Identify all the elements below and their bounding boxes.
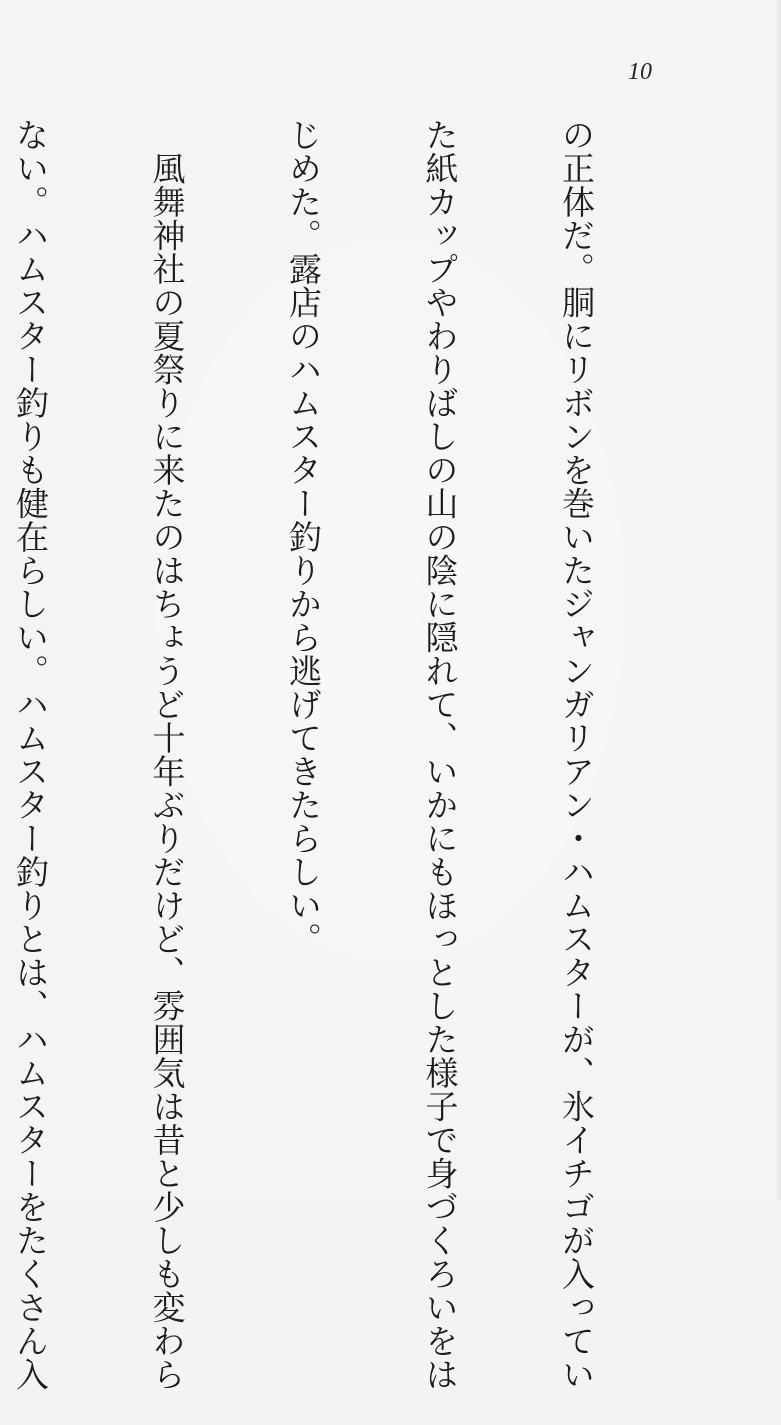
text-column: じめた。露店のハムスター釣りから逃げてきたらしい。 — [284, 118, 323, 956]
text-column: の正体だ。胴にリボンを巻いたジャンガリアン・ハムスターが、氷イチゴが入ってい — [557, 118, 596, 1391]
page-number: 10 — [628, 59, 652, 85]
text-column: ない。ハムスター釣りも健在らしい。ハムスター釣りとは、ハムスターをたくさん入 — [11, 118, 50, 1391]
text-column: た紙カップやわりばしの山の陰に隠れて、いかにもほっとした様子で身づくろいをは — [420, 118, 460, 1391]
page-edge-shadow — [775, 0, 781, 1200]
text-column: 風舞神社の夏祭りに来たのはちょうど十年ぶりだけど、雰囲気は昔と少しも変わら — [147, 118, 187, 1391]
vertical-text-body — [11, 118, 690, 1391]
